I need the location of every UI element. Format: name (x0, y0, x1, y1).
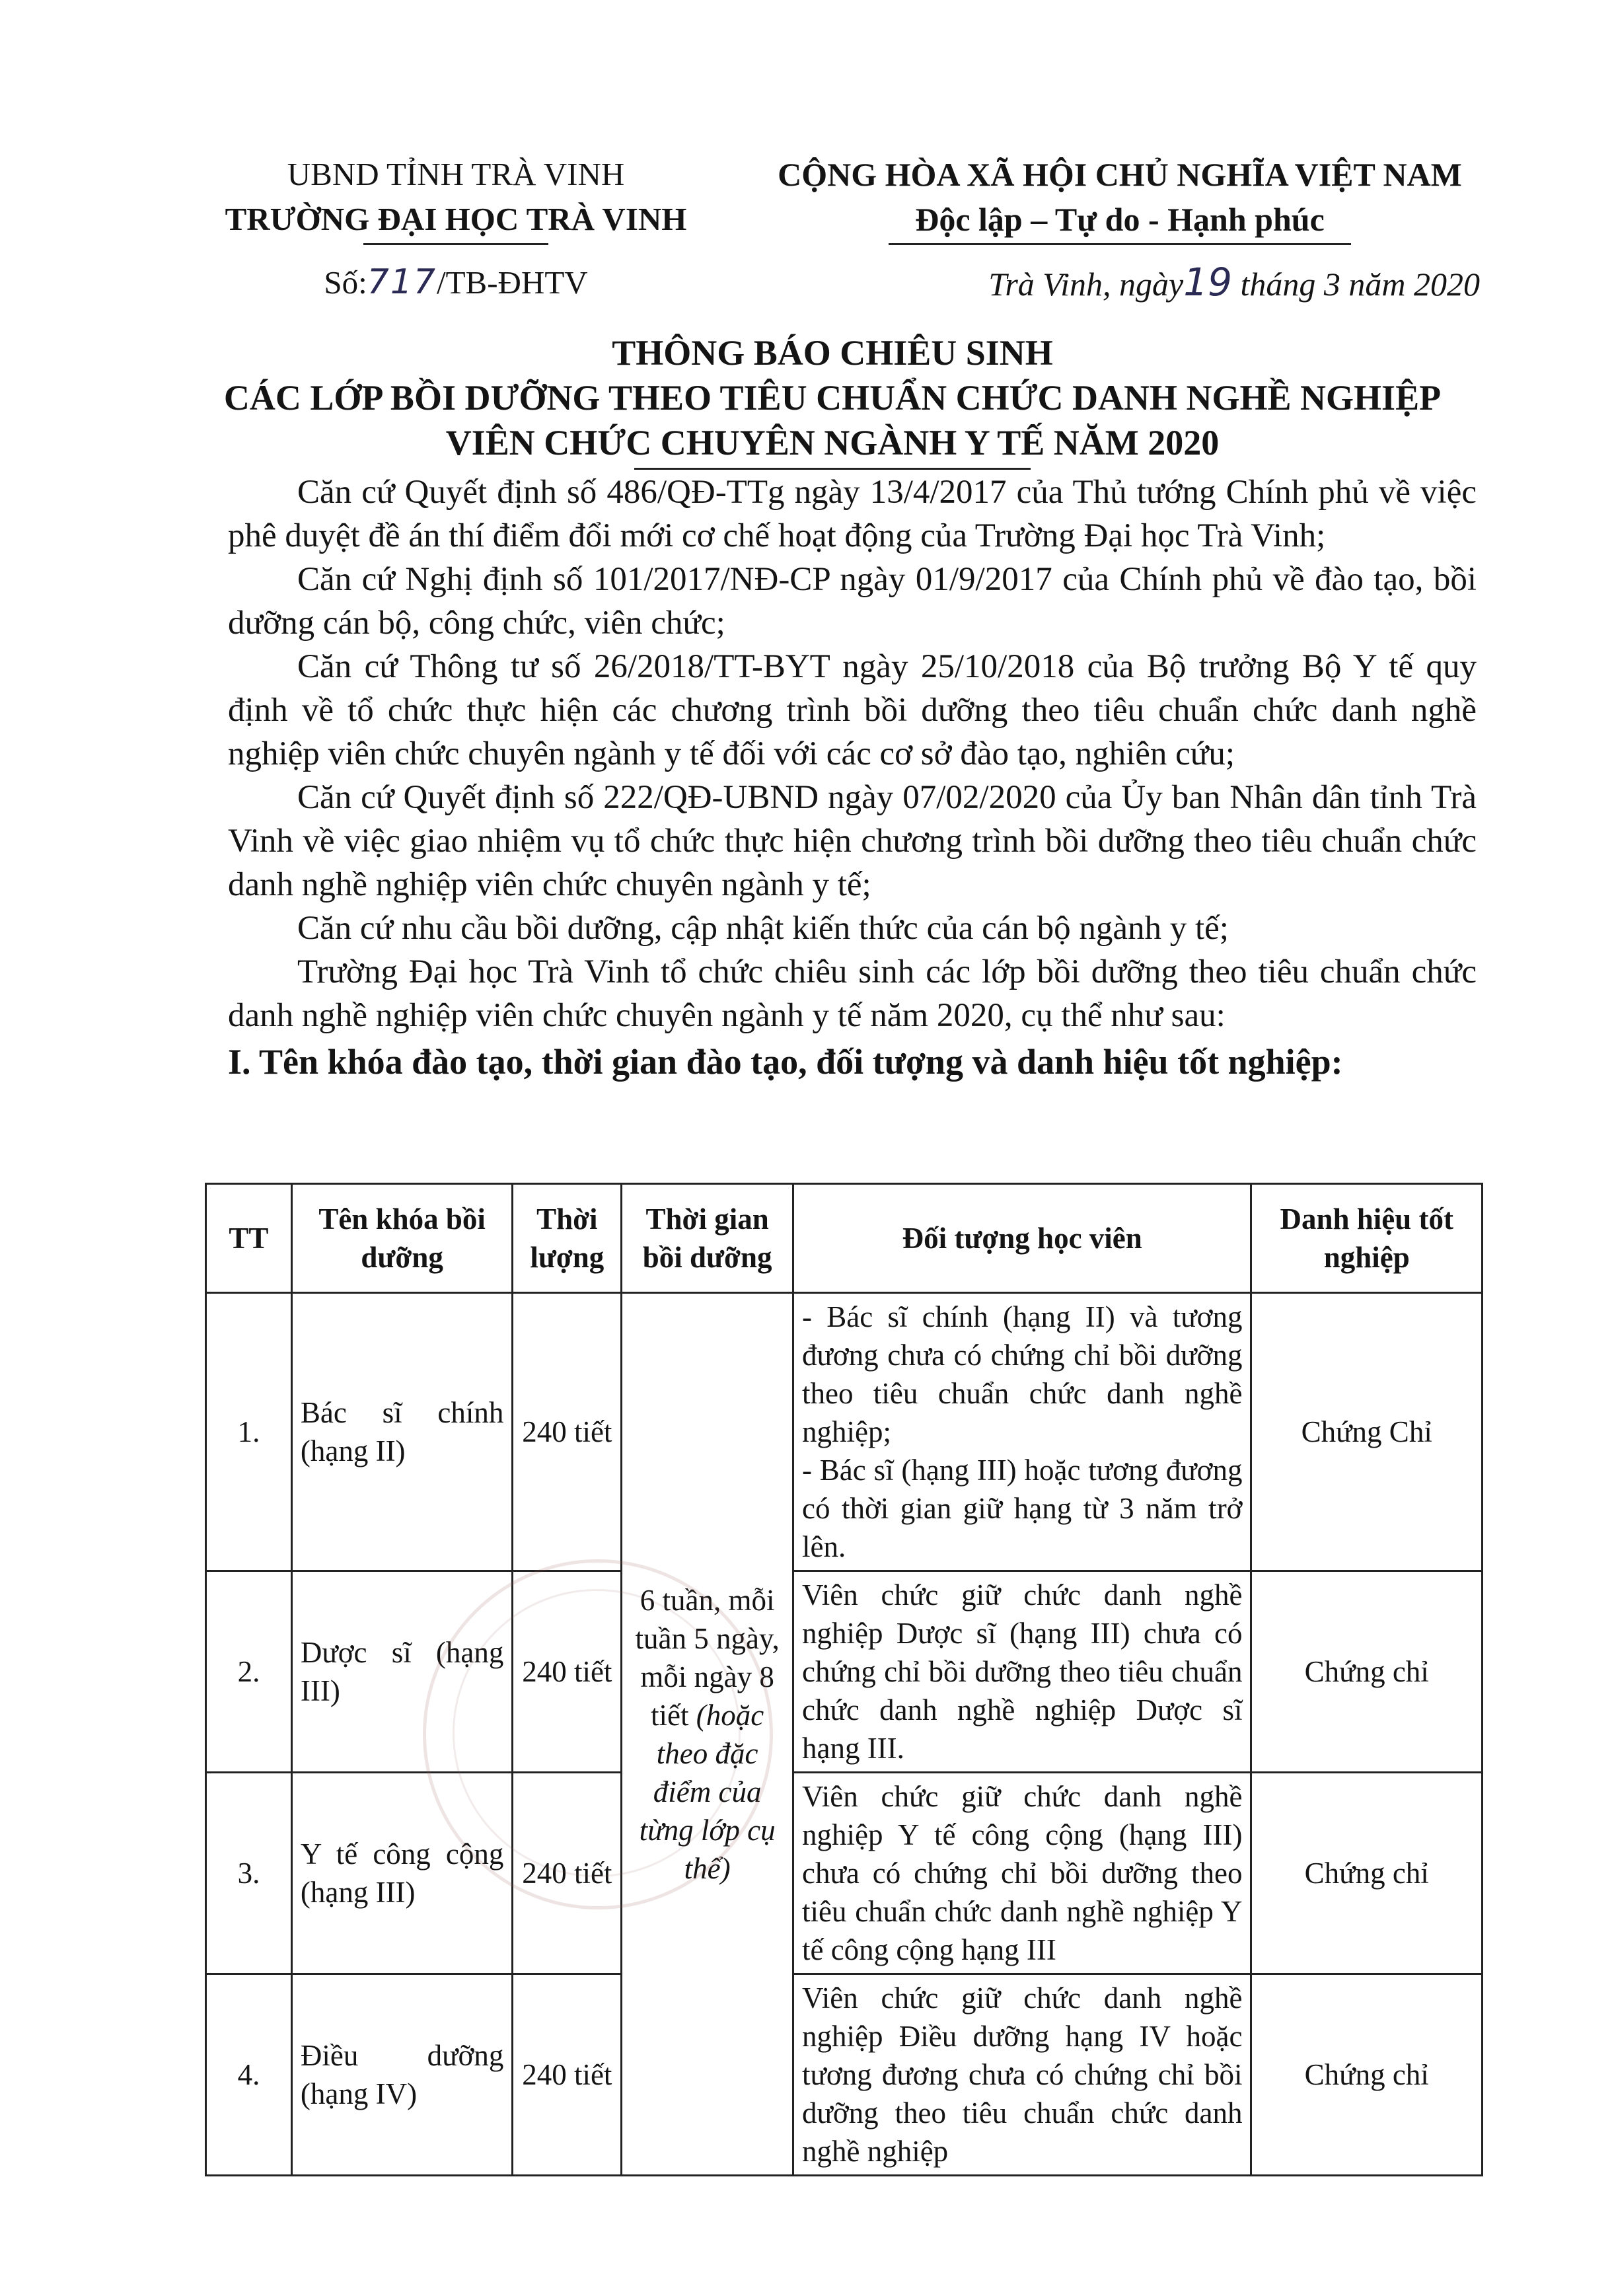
target-item: - Bác sĩ chính (hạng II) và tương đương chưa có chứng chỉ bồi dưỡng theo tiêu chuẩn chức danh nghề nghiệp; (801, 1300, 1243, 1448)
row-award: Chứng chỉ (1251, 1571, 1483, 1773)
duration-cell (622, 1293, 793, 2176)
table-row (206, 1974, 1483, 2176)
row-course: Dược sĩ (hạng III) (291, 1571, 512, 1773)
header-award: Danh hiệu tốt nghiệp (1251, 1184, 1483, 1293)
row-hours: 240 tiết (513, 1571, 622, 1773)
title-underline (634, 468, 1031, 470)
target-item: - Bác sĩ (hạng III) hoặc tương đương có thời gian giữ hạng từ 3 năm trở lên. (801, 1454, 1243, 1563)
paragraph-6: Trường Đại học Trà Vinh tổ chức chiêu sinh các lớp bồi dưỡng theo tiêu chuẩn chức danh nghề nghiệp viên chức chuyên ngành y tế năm 2020, cụ thể như sau: (228, 953, 1477, 1034)
document-title (185, 330, 1480, 470)
date-line (740, 260, 1500, 307)
paragraph-1: Căn cứ Quyết định số 486/QĐ-TTg ngày 13/4/2017 của Thủ tướng Chính phủ về việc phê duyệt đề án thí điểm đổi mới cơ chế hoạt động của Trường Đại học Trà Vinh; (228, 474, 1477, 554)
date-day-handwritten: 19 (1183, 260, 1232, 305)
row-tt: 1. (206, 1293, 292, 1571)
national-header (740, 152, 1500, 307)
duration-main: 6 tuần, mỗi tuần 5 ngày, mỗi ngày 8 tiết (635, 1583, 780, 1732)
table-row (206, 1571, 1483, 1773)
row-tt: 2. (206, 1571, 292, 1773)
agency-line2: TRƯỜNG ĐẠI HỌC TRÀ VINH (225, 201, 687, 237)
paragraph-4: Căn cứ Quyết định số 222/QĐ-UBND ngày 07/02/2020 của Ủy ban Nhân dân tỉnh Trà Vinh về việc giao nhiệm vụ tổ chức thực hiện chương trình bồi dưỡng theo tiêu chuẩn chức danh nghề nghiệp viên chức chuyên ngành y tế; (228, 779, 1477, 903)
agency-line1: UBND TỈNH TRÀ VINH (287, 156, 625, 192)
agency-underline (363, 243, 548, 245)
title-line3: VIÊN CHỨC CHUYÊN NGÀNH Y TẾ NĂM 2020 (445, 423, 1220, 463)
row-award: Chứng Chỉ (1251, 1293, 1483, 1571)
header-course: Tên khóa bồi dưỡng (291, 1184, 512, 1293)
date-prefix: Trà Vinh, ngày (988, 266, 1184, 303)
doc-no-handwritten: 717 (367, 262, 437, 302)
nation-title: CỘNG HÒA XÃ HỘI CHỦ NGHĨA VIỆT NAM (778, 156, 1462, 193)
date-suffix: tháng 3 năm 2020 (1240, 266, 1480, 303)
row-hours: 240 tiết (513, 1773, 622, 1974)
document-number (192, 260, 720, 305)
national-motto: Độc lập – Tự do - Hạnh phúc (915, 201, 1325, 238)
motto-underline (889, 243, 1351, 245)
header-hours: Thời lượng (513, 1184, 622, 1293)
title-line2: CÁC LỚP BỒI DƯỠNG THEO TIÊU CHUẨN CHỨC DANH NGHỀ NGHIỆP (223, 378, 1442, 418)
agency-header (192, 152, 720, 305)
title-line1: THÔNG BÁO CHIÊU SINH (612, 333, 1053, 373)
table-row (206, 1773, 1483, 1974)
row-target (793, 1293, 1251, 1571)
row-course: Bác sĩ chính (hạng II) (291, 1293, 512, 1571)
row-award: Chứng chỉ (1251, 1974, 1483, 2176)
row-tt: 3. (206, 1773, 292, 1974)
row-target: Viên chức giữ chức danh nghề nghiệp Điều dưỡng hạng IV hoặc tương đương chưa có chứng chỉ bồi dưỡng theo tiêu chuẩn chức danh nghề nghiệp (793, 1974, 1251, 2176)
header-tt: TT (206, 1184, 292, 1293)
table-header-row (206, 1184, 1483, 1293)
document-body (228, 470, 1477, 1084)
doc-no-prefix: Số: (324, 264, 367, 301)
row-course: Điều dưỡng (hạng IV) (291, 1974, 512, 2176)
paragraph-2: Căn cứ Nghị định số 101/2017/NĐ-CP ngày 01/9/2017 của Chính phủ về đào tạo, bồi dưỡng cán bộ, công chức, viên chức; (228, 561, 1477, 642)
row-course: Y tế công cộng (hạng III) (291, 1773, 512, 1974)
row-award: Chứng chỉ (1251, 1773, 1483, 1974)
row-target: Viên chức giữ chức danh nghề nghiệp Y tế công cộng (hạng III) chưa có chứng chỉ bồi dưỡng theo tiêu chuẩn chức danh nghề nghiệp Y tế công cộng hạng III (793, 1773, 1251, 1974)
courses-table (205, 1183, 1483, 2176)
row-hours: 240 tiết (513, 1974, 622, 2176)
row-target: Viên chức giữ chức danh nghề nghiệp Dược sĩ (hạng III) chưa có chứng chỉ bồi dưỡng theo tiêu chuẩn chức danh nghề nghiệp Dược sĩ hạng III. (793, 1571, 1251, 1773)
paragraph-5: Căn cứ nhu cầu bồi dưỡng, cập nhật kiến thức của cán bộ ngành y tế; (297, 910, 1229, 947)
row-tt: 4. (206, 1974, 292, 2176)
paragraph-3: Căn cứ Thông tư số 26/2018/TT-BYT ngày 25/10/2018 của Bộ trưởng Bộ Y tế quy định về tổ chức thực hiện các chương trình bồi dưỡng theo tiêu chuẩn chức danh nghề nghiệp viên chức chuyên ngành y tế đối với các cơ sở đào tạo, nghiên cứu; (228, 648, 1477, 772)
header-duration: Thời gian bồi dưỡng (622, 1184, 793, 1293)
doc-no-suffix: /TB-ĐHTV (437, 264, 588, 301)
duration-note: (hoặc theo đặc điểm của từng lớp cụ thể) (639, 1698, 776, 1885)
table-row (206, 1293, 1483, 1571)
row-hours: 240 tiết (513, 1293, 622, 1571)
header-target: Đối tượng học viên (793, 1184, 1251, 1293)
section-heading: I. Tên khóa đào tạo, thời gian đào tạo, đối tượng và danh hiệu tốt nghiệp: (228, 1042, 1343, 1082)
